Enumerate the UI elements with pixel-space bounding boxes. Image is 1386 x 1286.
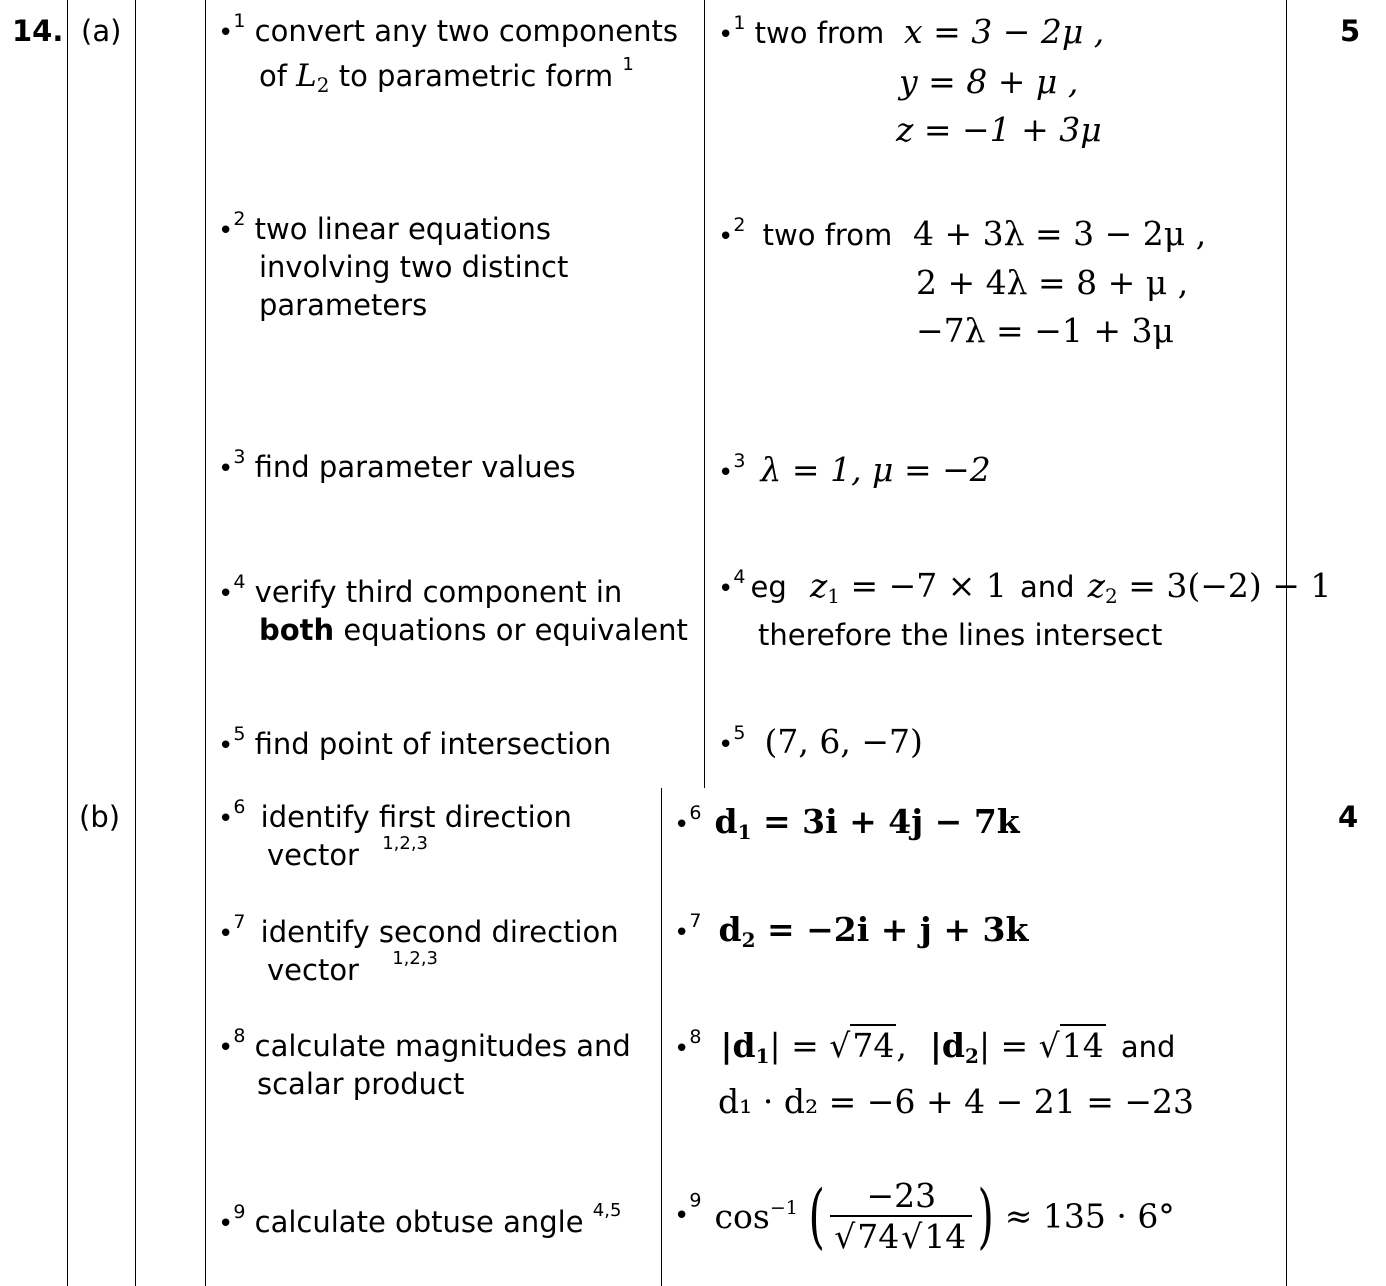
illustrative-response-2: •$^2$ two from: [718, 214, 893, 252]
illustrative-response-4-line2: therefore the lines intersect: [758, 618, 1163, 652]
scalar-product: d₁ · d₂ = −6 + 4 − 21 = −23: [718, 1082, 1194, 1121]
equation-1: 4 + 3λ = 3 − 2μ ,: [913, 214, 1207, 253]
illustrative-response-7: •$^7$ $d_2 = -2i + j + 3k$: [674, 910, 1029, 952]
illustrative-response-6: •$^6$ $d_1 = 3i + 4j - 7k$: [674, 802, 1020, 844]
expected-response-6-line2: vector $^{1,2,3}$: [267, 833, 429, 872]
equation-y: y = 8 + μ ,: [899, 62, 1079, 101]
note-reference: 1: [622, 54, 634, 75]
expected-response-7-line2: vector $^{1,2,3}$: [267, 948, 439, 987]
column-divider: [1286, 0, 1287, 1286]
expected-response-7: •$^7$ identify second direction: [218, 911, 619, 949]
illustrative-response-4: •$^4$ eg $z_1 = -7 \times 1$ and $z_2 = 3(-2) - 1$: [718, 566, 1332, 608]
expected-response-9: •$^9$ calculate obtuse angle $^{4,5}$: [218, 1200, 622, 1239]
illustrative-response-3: •$^3$ λ = 1, μ = −2: [718, 450, 991, 489]
question-number: 14.: [12, 14, 64, 48]
equation-2: 2 + 4λ = 8 + μ ,: [916, 263, 1189, 302]
marks-b: 4: [1338, 800, 1359, 834]
expected-response-2: •$^2$ two linear equations: [218, 208, 552, 246]
illustrative-response-9: •$^9$ $\cos^{-1}$ ( $\frac{-23}{√74√14}$ ) ≈ 135 · 6°: [674, 1175, 1175, 1257]
expected-response-8: •$^8$ calculate magnitudes and: [218, 1025, 631, 1063]
expected-response-6: •$^6$ identify first direction: [218, 796, 572, 834]
part-a-label: (a): [81, 14, 122, 48]
expected-response-3: •$^3$ find parameter values: [218, 446, 576, 484]
column-divider: [704, 0, 705, 788]
illustrative-response-1: •$^1$ two from: [718, 12, 885, 50]
note-reference: 4,5: [592, 1200, 622, 1221]
equation-3: −7λ = −1 + 3μ: [916, 311, 1174, 350]
expected-response-2-line2: involving two distinct: [259, 250, 569, 284]
note-reference: 1,2,3: [392, 948, 439, 969]
expected-response-1-line2: of $L_2$ to parametric form $^1$: [259, 54, 634, 97]
column-divider: [67, 0, 68, 1286]
expected-response-4: •$^4$ verify third component in: [218, 571, 623, 609]
marks-a: 5: [1340, 14, 1361, 48]
equation-z: z = −1 + 3μ: [896, 110, 1102, 149]
expected-response-5: •$^5$ find point of intersection: [218, 723, 612, 761]
expected-response-4-line2: both equations or equivalent: [259, 613, 688, 647]
column-divider: [661, 788, 662, 1286]
column-divider: [205, 0, 206, 1286]
expected-response-1: •$^1$ convert any two components: [218, 10, 678, 48]
illustrative-response-8: •$^8$ $|d_1| = √74$, $|d_2| = √14$ and: [674, 1026, 1176, 1068]
expected-response-8-line2: scalar product: [257, 1067, 465, 1101]
equation-x: x = 3 − 2μ ,: [904, 12, 1105, 51]
column-divider: [135, 0, 136, 1286]
illustrative-response-5: •$^5$ (7, 6, −7): [718, 722, 923, 761]
angle-fraction: $\frac{-23}{√74√14}$: [830, 1176, 972, 1256]
part-b-label: (b): [79, 800, 121, 834]
expected-response-2-line3: parameters: [259, 288, 428, 322]
note-reference: 1,2,3: [382, 833, 429, 854]
